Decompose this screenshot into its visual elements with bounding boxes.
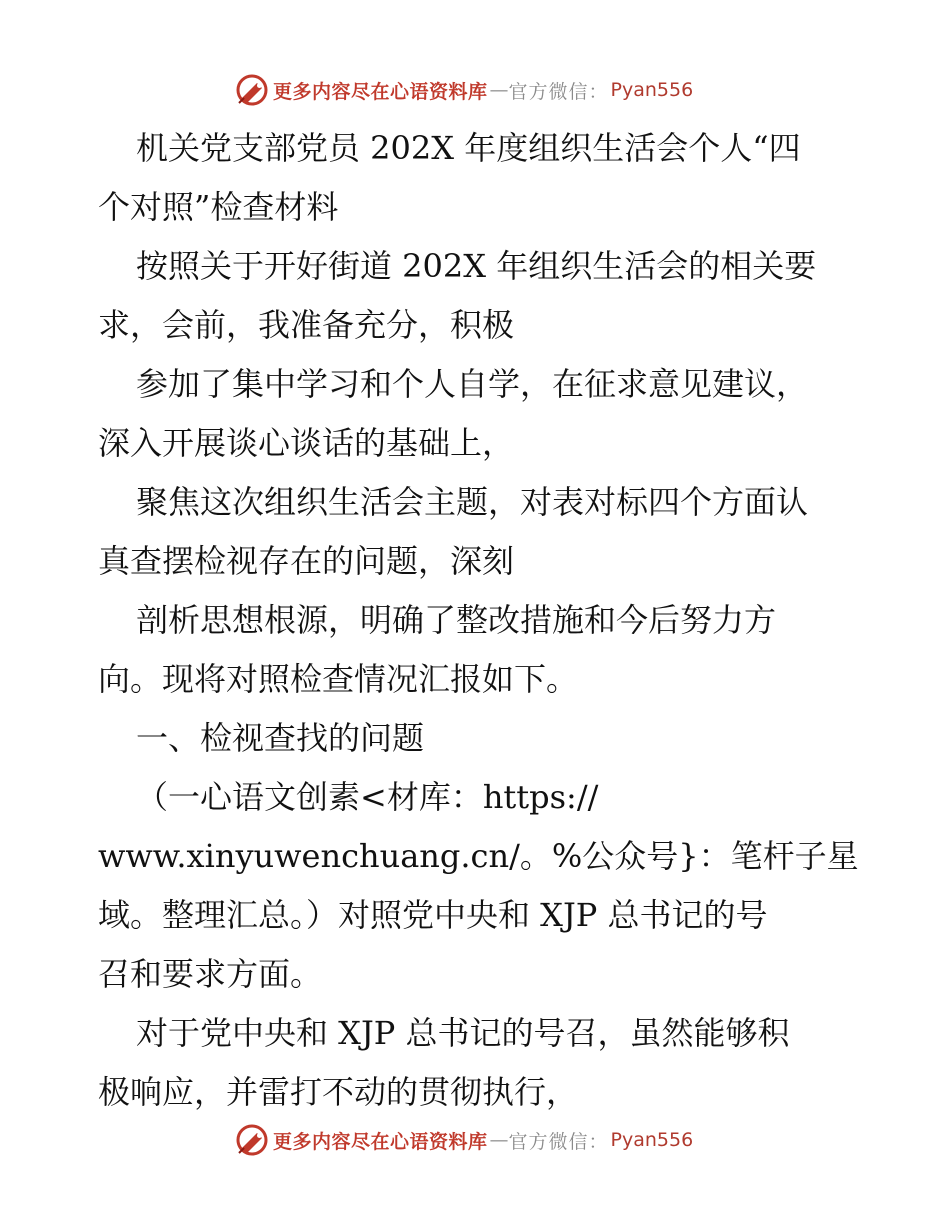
document-body xyxy=(98,119,858,1122)
pen-nib-logo-icon xyxy=(235,1123,269,1157)
doc-line: 召和要求方面。 xyxy=(98,955,323,993)
banner-wechat-id: Pyan556 xyxy=(610,79,694,101)
footer-banner xyxy=(235,1122,693,1158)
doc-line: www.xinyuwenchuang.cn/。%公众号}：笔杆子星 xyxy=(98,837,859,875)
banner-dash: — xyxy=(489,79,507,101)
banner-promo-text: 更多内容尽在心语资料库 xyxy=(273,1130,488,1153)
doc-line: 求，会前，我准备充分，积极 xyxy=(98,306,515,344)
banner-dash: — xyxy=(489,1129,507,1151)
doc-line: 极响应，并雷打不动的贯彻执行， xyxy=(98,1073,579,1111)
banner-official-label: 官方微信： xyxy=(508,1130,609,1153)
doc-title-line-2: 个对照”检查材料 xyxy=(98,188,339,226)
doc-line: （一心语文创素<材库：https:// xyxy=(136,778,599,816)
section-heading: 一、检视查找的问题 xyxy=(136,719,425,757)
banner-promo-text: 更多内容尽在心语资料库 xyxy=(273,80,488,103)
doc-line: 对于党中央和 XJP 总书记的号召，虽然能够积 xyxy=(136,1014,790,1052)
doc-line: 聚焦这次组织生活会主题，对表对标四个方面认 xyxy=(136,483,809,521)
doc-line: 参加了集中学习和个人自学，在征求意见建议， xyxy=(136,365,809,403)
doc-title-line-1: 机关党支部党员 202X 年度组织生活会个人“四 xyxy=(136,129,801,167)
doc-line: 向。现将对照检查情况汇报如下。 xyxy=(98,660,579,698)
header-banner xyxy=(235,72,693,108)
doc-line: 域。整理汇总。）对照党中央和 XJP 总书记的号 xyxy=(98,896,768,934)
doc-line: 深入开展谈心谈话的基础上， xyxy=(98,424,515,462)
doc-line: 剖析思想根源，明确了整改措施和今后努力方 xyxy=(136,601,777,639)
banner-official-label: 官方微信： xyxy=(508,80,609,103)
banner-wechat-id: Pyan556 xyxy=(610,1129,694,1151)
doc-line: 真查摆检视存在的问题，深刻 xyxy=(98,542,515,580)
doc-line: 按照关于开好街道 202X 年组织生活会的相关要 xyxy=(136,247,817,285)
pen-nib-logo-icon xyxy=(235,73,269,107)
